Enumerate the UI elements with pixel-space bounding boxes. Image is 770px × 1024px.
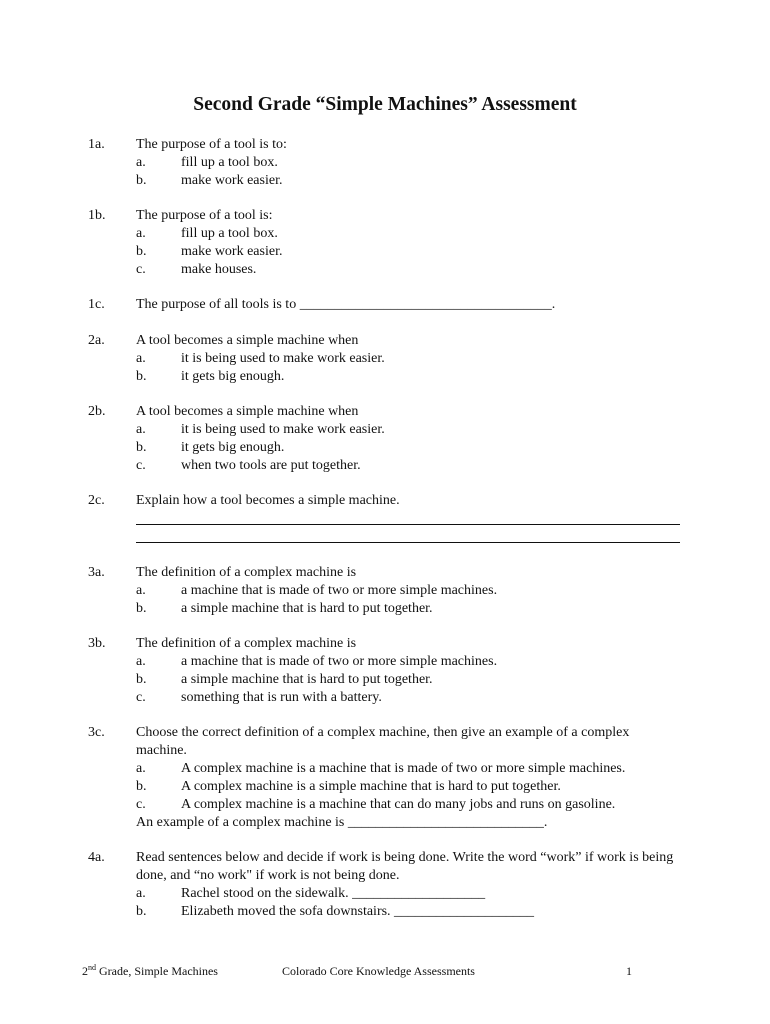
option-letter: c.	[136, 690, 146, 705]
question-number: 4a.	[88, 850, 105, 865]
option-letter: b.	[136, 244, 147, 259]
option-letter: c.	[136, 262, 146, 277]
answer-line[interactable]	[136, 542, 680, 543]
question-text: Explain how a tool becomes a simple machine.	[136, 493, 400, 508]
question-2c	[88, 492, 688, 552]
option-text: something that is run with a battery.	[181, 690, 382, 705]
question-text: The purpose of all tools is to ____________________________________.	[136, 297, 556, 312]
footer-grade-ordinal: nd	[88, 963, 96, 972]
answer-option	[88, 778, 688, 796]
question-number: 1a.	[88, 137, 105, 152]
option-text: A complex machine is a machine that can do many jobs and runs on gasoline.	[181, 797, 616, 812]
question-text: The definition of a complex machine is	[136, 636, 357, 651]
option-letter: c.	[136, 797, 146, 812]
answer-option	[88, 439, 688, 457]
answer-option	[88, 154, 688, 172]
question-2b	[88, 403, 688, 475]
option-letter: b.	[136, 173, 147, 188]
example-prompt: An example of a complex machine is ____________________________.	[136, 815, 548, 830]
answer-option	[88, 600, 688, 618]
option-text: A complex machine is a simple machine that is hard to put together.	[181, 779, 561, 794]
answer-option	[88, 172, 688, 190]
option-text: a machine that is made of two or more simple machines.	[181, 583, 498, 598]
option-letter: b.	[136, 601, 147, 616]
option-letter: c.	[136, 458, 146, 473]
answer-option	[88, 368, 688, 386]
question-text: Read sentences below and decide if work is being done. Write the word “work” if work is being done, and “no work" if work is not being done.	[136, 850, 674, 883]
answer-option	[88, 261, 688, 279]
question-1c	[88, 296, 688, 314]
option-text: Elizabeth moved the sofa downstairs. ____________________	[181, 904, 535, 919]
footer-grade-text: Grade, Simple Machines	[96, 964, 218, 978]
option-text: fill up a tool box.	[181, 226, 278, 241]
question-number: 1b.	[88, 208, 106, 223]
page-title: Second Grade “Simple Machines” Assessment	[193, 94, 577, 115]
option-text: it gets big enough.	[181, 369, 285, 384]
question-text: A tool becomes a simple machine when	[136, 333, 359, 348]
option-letter: a.	[136, 761, 146, 776]
question-number: 1c.	[88, 297, 105, 312]
question-text: The purpose of a tool is to:	[136, 137, 287, 152]
answer-option	[88, 457, 688, 475]
option-letter: a.	[136, 654, 146, 669]
footer-source: Colorado Core Knowledge Assessments	[282, 964, 475, 978]
page-footer	[0, 961, 770, 981]
question-1a	[88, 136, 688, 190]
question-text: The definition of a complex machine is	[136, 565, 357, 580]
question-3b	[88, 635, 688, 707]
option-letter: b.	[136, 672, 147, 687]
question-number: 3a.	[88, 565, 105, 580]
answer-option	[88, 350, 688, 368]
answer-option	[88, 421, 688, 439]
question-number: 2a.	[88, 333, 105, 348]
question-number: 3b.	[88, 636, 106, 651]
option-text: A complex machine is a machine that is made of two or more simple machines.	[181, 761, 626, 776]
question-4a	[88, 849, 688, 921]
option-text: make houses.	[181, 262, 257, 277]
question-number: 2c.	[88, 493, 105, 508]
question-text: The purpose of a tool is:	[136, 208, 273, 223]
answer-option	[88, 582, 688, 600]
footer-grade-number: 2	[82, 964, 88, 978]
option-letter: b.	[136, 369, 147, 384]
option-text: when two tools are put together.	[181, 458, 361, 473]
option-letter: a.	[136, 886, 146, 901]
footer-grade	[82, 961, 218, 981]
question-3c	[88, 724, 688, 832]
option-text: a simple machine that is hard to put together.	[181, 601, 433, 616]
answer-option	[88, 243, 688, 261]
option-text: fill up a tool box.	[181, 155, 278, 170]
answer-option	[88, 671, 688, 689]
answer-option	[88, 689, 688, 707]
option-text: make work easier.	[181, 244, 283, 259]
answer-option	[88, 653, 688, 671]
option-text: a simple machine that is hard to put together.	[181, 672, 433, 687]
answer-option	[88, 796, 688, 814]
answer-option	[88, 903, 688, 921]
answer-option	[88, 885, 688, 903]
answer-option	[88, 225, 688, 243]
question-text: Choose the correct definition of a complex machine, then give an example of a complex machine.	[136, 725, 630, 758]
option-letter: b.	[136, 779, 147, 794]
page-number: 1	[626, 964, 632, 978]
option-letter: b.	[136, 904, 147, 919]
option-letter: a.	[136, 351, 146, 366]
option-text: make work easier.	[181, 173, 283, 188]
answer-option	[88, 760, 688, 778]
option-text: it gets big enough.	[181, 440, 285, 455]
question-number: 3c.	[88, 725, 105, 740]
option-text: it is being used to make work easier.	[181, 422, 385, 437]
question-number: 2b.	[88, 404, 106, 419]
option-text: Rachel stood on the sidewalk. ___________________	[181, 886, 486, 901]
question-1b	[88, 207, 688, 279]
question-text: A tool becomes a simple machine when	[136, 404, 359, 419]
option-text: a machine that is made of two or more simple machines.	[181, 654, 498, 669]
option-letter: a.	[136, 422, 146, 437]
question-2a	[88, 332, 688, 386]
option-letter: a.	[136, 583, 146, 598]
question-3a	[88, 564, 688, 618]
option-text: it is being used to make work easier.	[181, 351, 385, 366]
option-letter: b.	[136, 440, 147, 455]
option-letter: a.	[136, 226, 146, 241]
option-letter: a.	[136, 155, 146, 170]
answer-line[interactable]	[136, 524, 680, 525]
